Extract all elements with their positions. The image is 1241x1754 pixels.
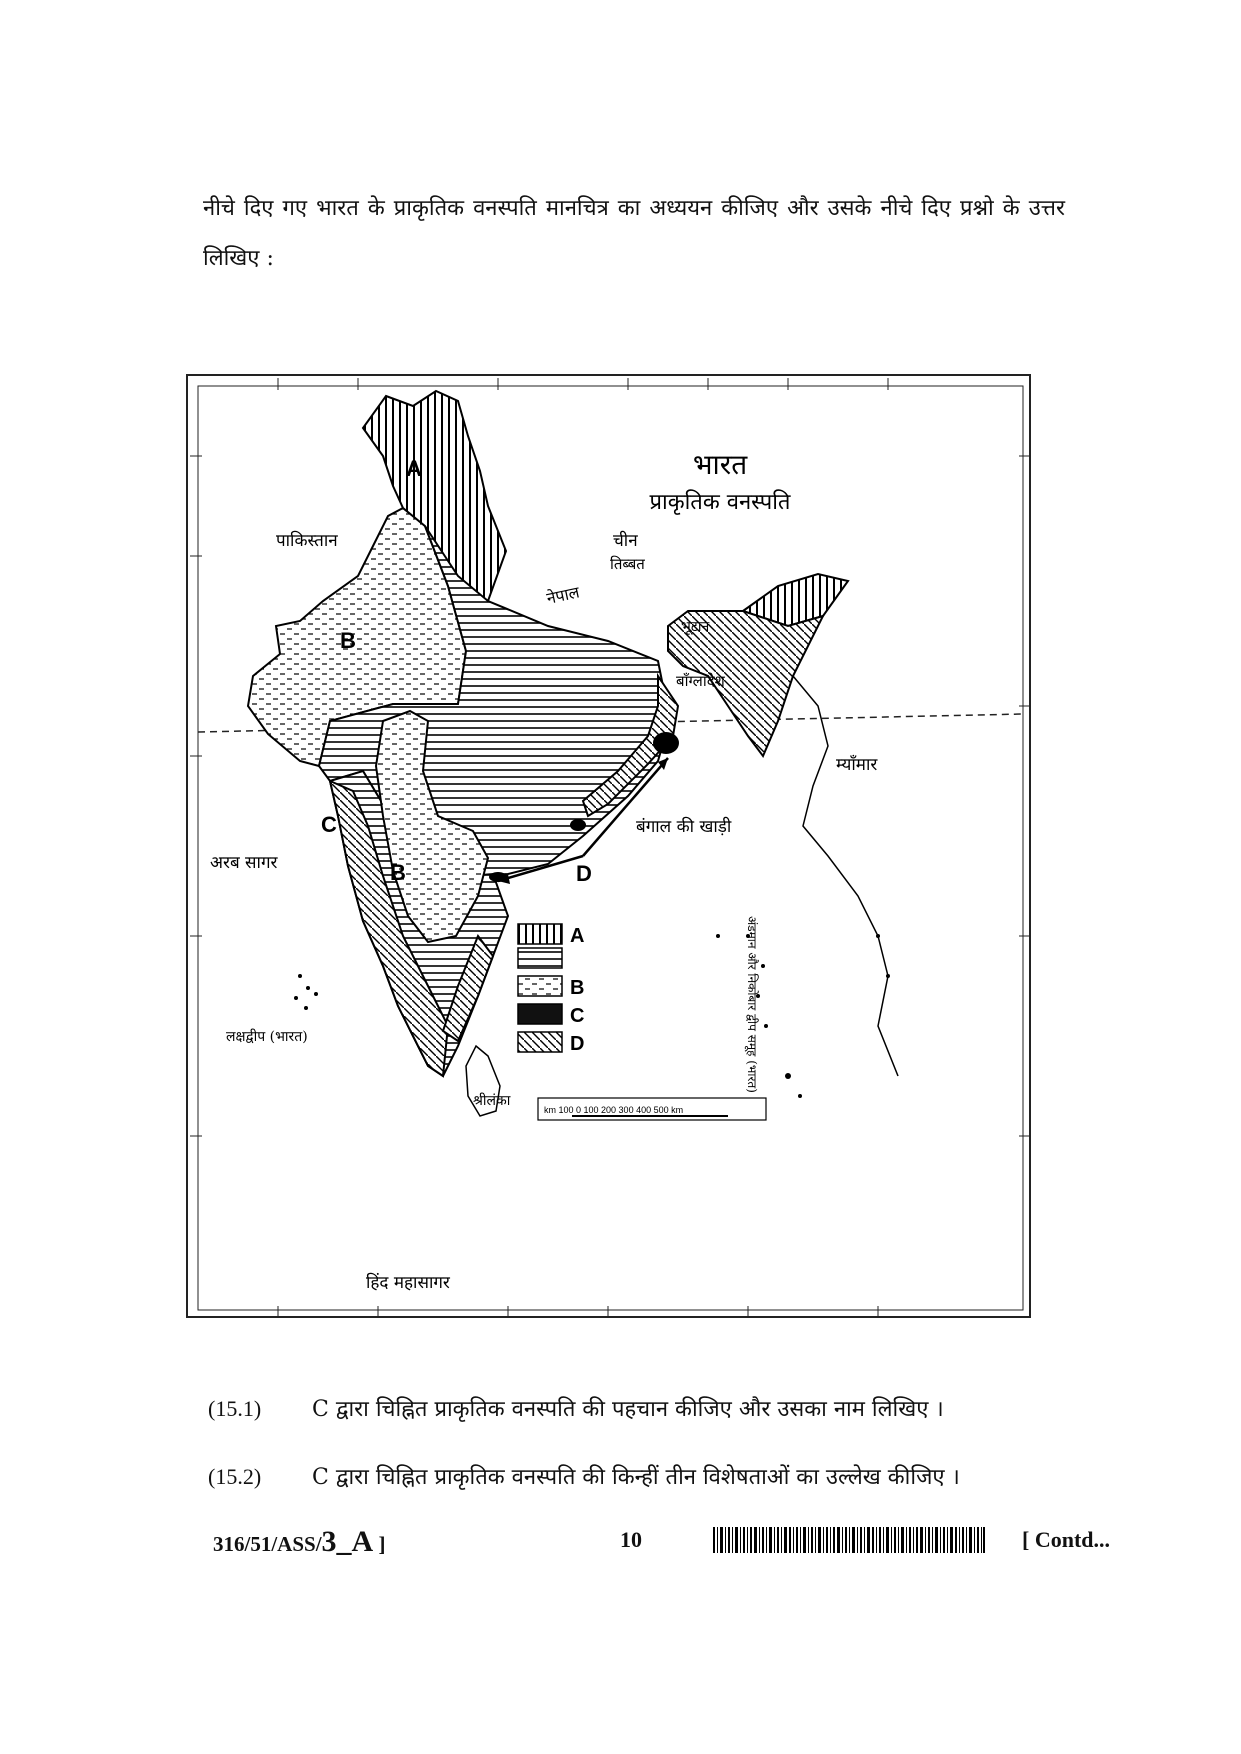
question-15-2 bbox=[208, 1461, 960, 1491]
label-bangladesh: बाँग्लादेश bbox=[676, 672, 725, 690]
vegetation-map bbox=[186, 374, 1031, 1318]
marker-d: D bbox=[576, 861, 592, 886]
page-footer bbox=[0, 1525, 1241, 1565]
legend-label-c: C bbox=[570, 1005, 585, 1027]
instruction-text: नीचे दिए गए भारत के प्राकृतिक वनस्पति मानचित्र का अध्ययन कीजिए और उसके नीचे दिए प्रश्नो के उत्तर लिखिए : bbox=[203, 196, 1065, 271]
marker-b-north: B bbox=[340, 628, 356, 653]
label-sri-lanka: श्रीलंका bbox=[473, 1093, 511, 1109]
question-text: C द्वारा चिह्नित प्राकृतिक वनस्पति की किन्हीं तीन विशेषताओं का उल्लेख कीजिए । bbox=[312, 1465, 960, 1490]
legend-label-d: D bbox=[570, 1033, 585, 1055]
label-arabian-sea: अरब सागर bbox=[210, 853, 278, 873]
marker-b-south: B bbox=[390, 860, 406, 885]
label-lakshadweep: लक्षद्वीप (भारत) bbox=[226, 1029, 308, 1045]
marker-c: C bbox=[321, 812, 337, 837]
map-title: भारत bbox=[692, 448, 748, 481]
question-number: (15.1) bbox=[208, 1396, 262, 1421]
question-15-1 bbox=[208, 1393, 944, 1423]
label-pakistan: पाकिस्तान bbox=[276, 531, 338, 551]
contd-label: [ Contd... bbox=[1022, 1527, 1111, 1552]
label-bhutan: भूटान bbox=[681, 619, 710, 635]
label-indian-ocean: हिंद महासागर bbox=[366, 1273, 450, 1293]
label-tibet: तिब्बत bbox=[610, 555, 645, 573]
label-myanmar: म्याँमार bbox=[836, 755, 878, 775]
scale-bar bbox=[538, 1098, 766, 1120]
legend-label-b: B bbox=[570, 977, 585, 999]
label-bay-of-bengal: बंगाल की खाड़ी bbox=[636, 817, 732, 837]
question-number: (15.2) bbox=[208, 1464, 262, 1489]
label-andaman: अंडमान और निकोबार द्वीप समूह (भारत) bbox=[745, 916, 759, 1093]
question-text: C द्वारा चिह्नित प्राकृतिक वनस्पति की पहचान कीजिए और उसका नाम लिखिए । bbox=[312, 1397, 944, 1422]
legend-label-a: A bbox=[570, 925, 585, 947]
barcode bbox=[713, 1527, 985, 1553]
label-china: चीन bbox=[613, 531, 638, 551]
page-number: 10 bbox=[620, 1527, 642, 1552]
map-subtitle: प्राकृतिक वनस्पति bbox=[649, 490, 791, 515]
scale-text: km 100 0 100 200 300 400 500 km bbox=[544, 1105, 684, 1115]
map-legend bbox=[518, 924, 584, 1055]
marker-a: A bbox=[406, 456, 422, 481]
paper-code: 316/51/ASS/3_A ] bbox=[213, 1525, 386, 1558]
label-nepal: नेपाल bbox=[544, 582, 582, 608]
